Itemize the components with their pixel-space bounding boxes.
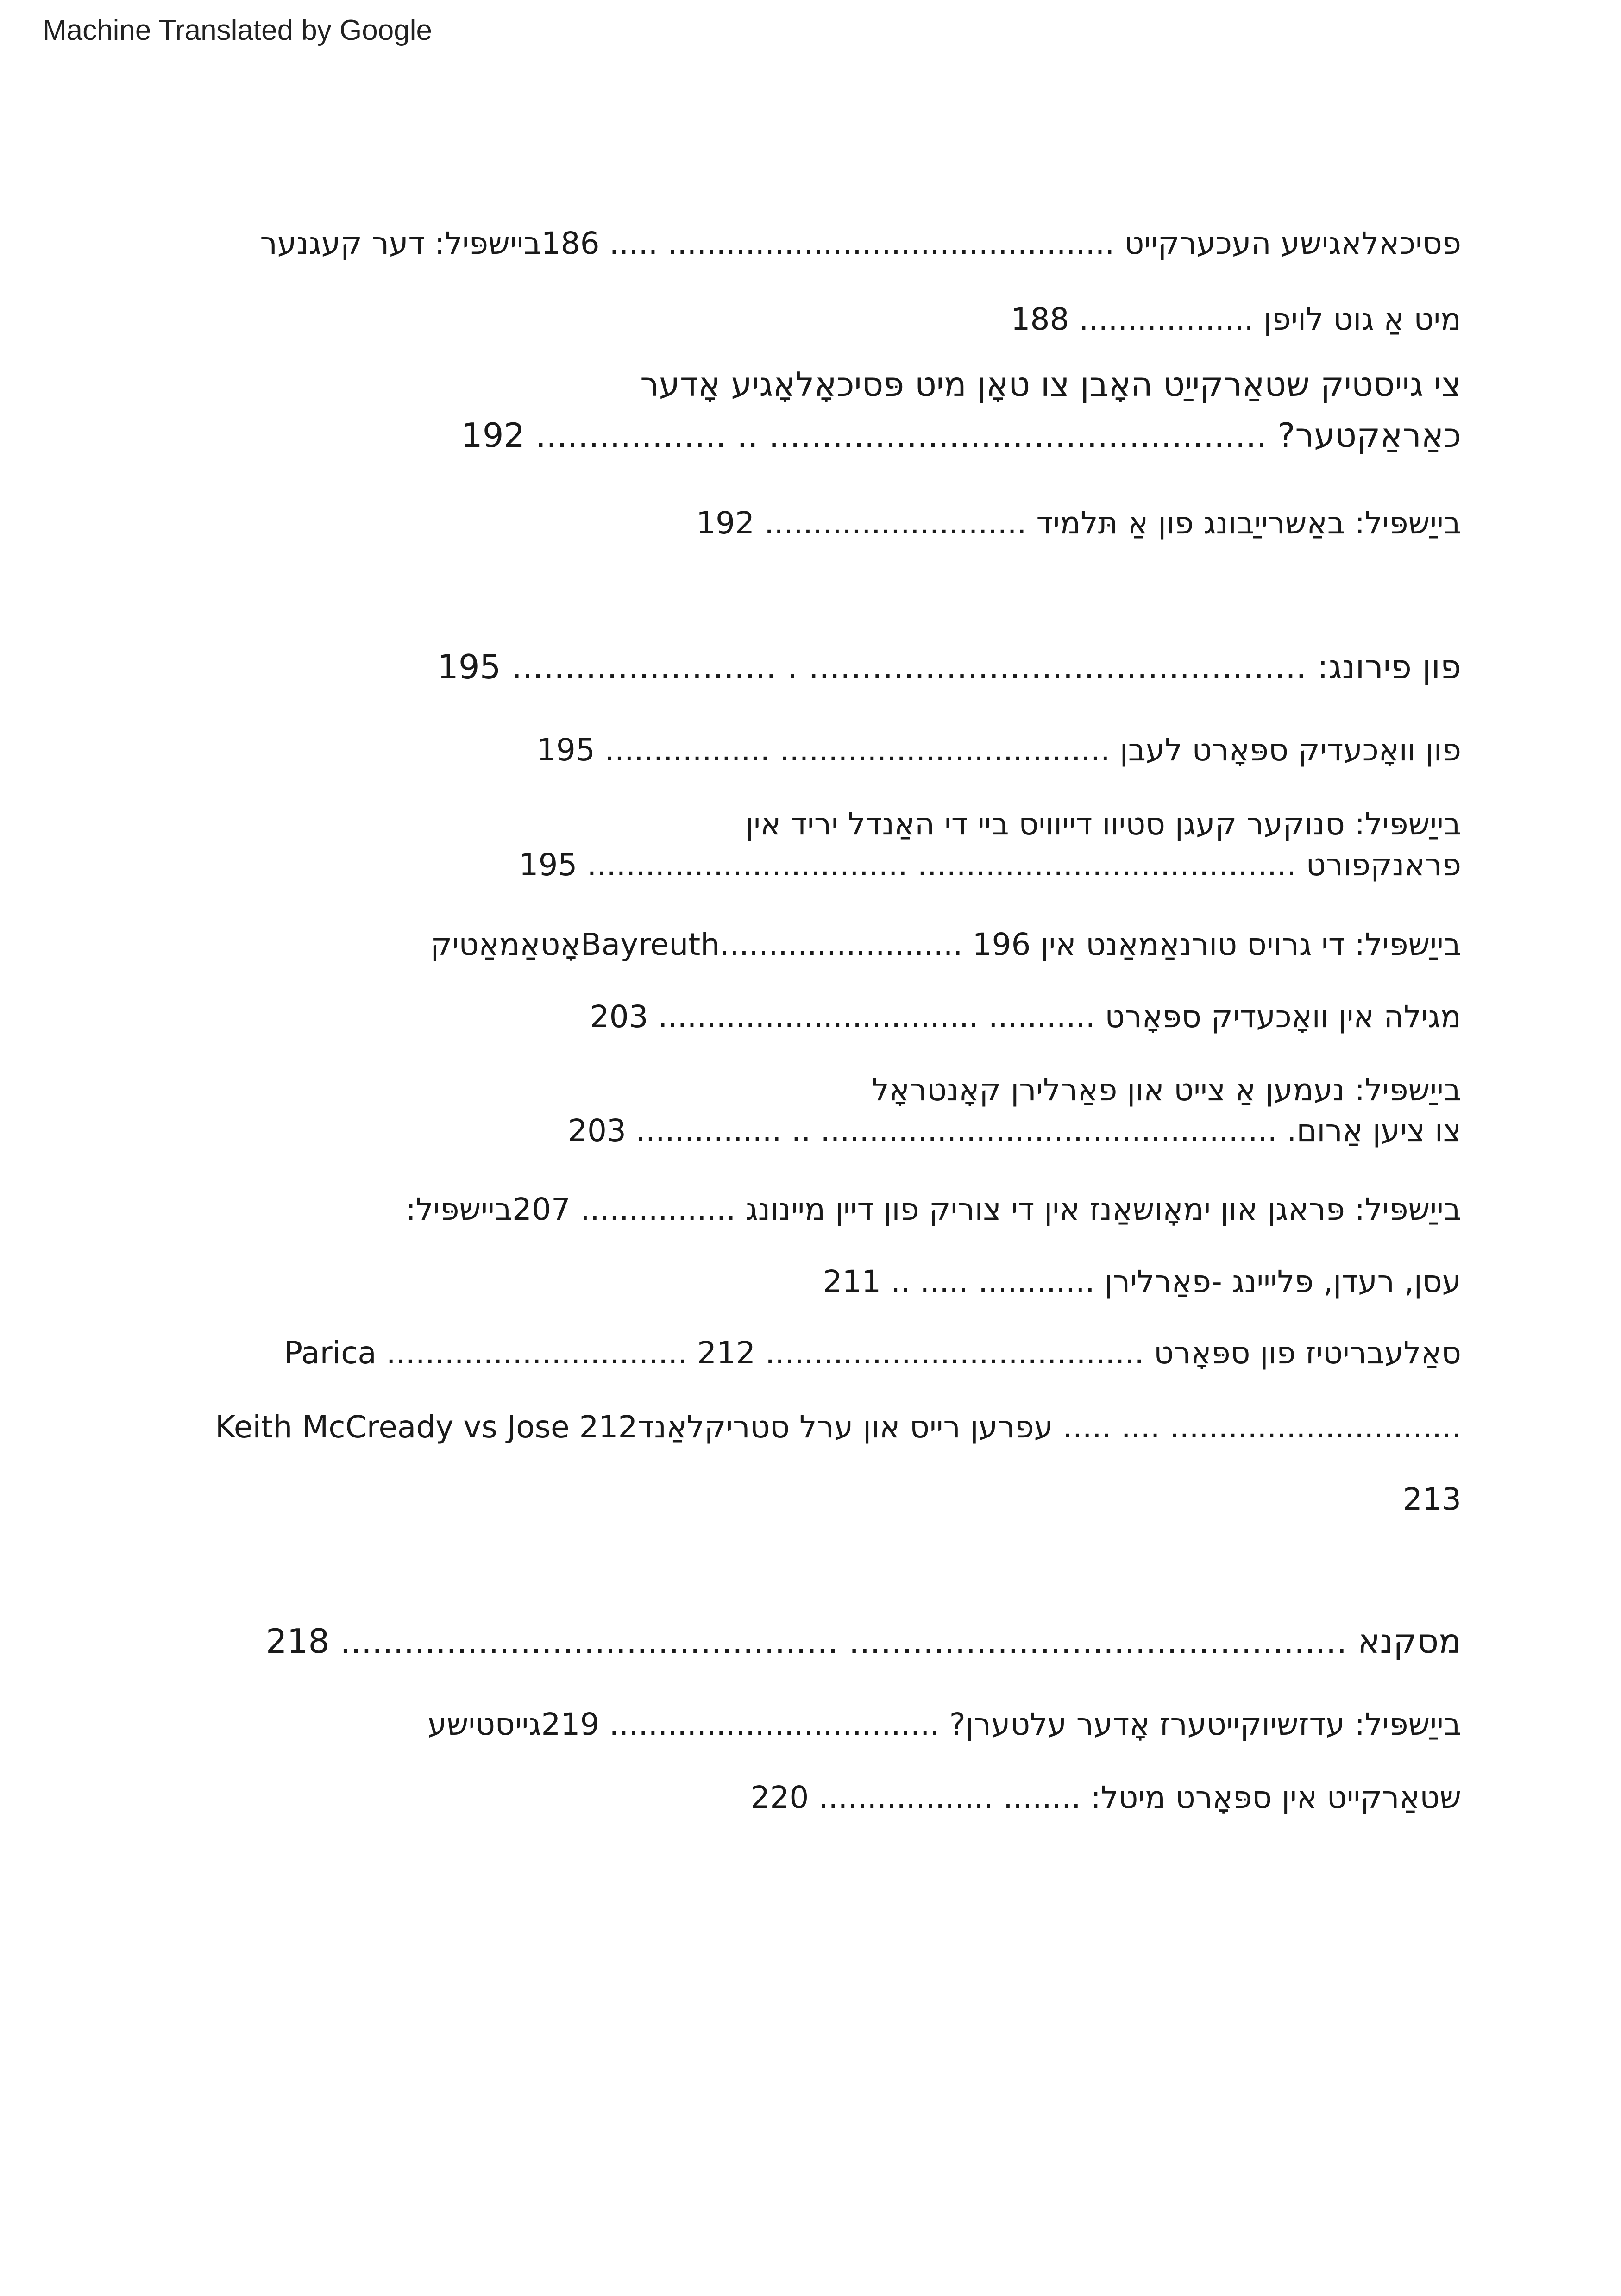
toc-entry: בייַשפּיל: עדזשיוקייטערז אָדער עלטערן? .................................. 219גייסטישע — [427, 1706, 1461, 1742]
toc-entry: פון וואָכעדיק ספּאָרט לעבן .................................. ................. 195 — [536, 732, 1461, 768]
toc-entry: בייַשפּיל: די גרויס טורנאַמאַנט אין 196 .........................Bayreuthאָטאַמאַטיק — [430, 927, 1461, 962]
toc-entry: בייַשפּיל: נעמען אַ צייט און פאַרלירן קאָנטראָל — [872, 1072, 1461, 1108]
toc-entry: שטאַרקייט אין ספּאָרט מיטל: ........ .................. 220 — [750, 1780, 1461, 1815]
toc-entry: צו ציען אַרום. ............................................... .. ............... 203 — [567, 1113, 1461, 1148]
toc-entry: כאַראַקטער? ............................................... .. .................. 192 — [461, 416, 1461, 455]
toc-entry: פון פירונג: ............................................... . ......................... 195 — [437, 647, 1461, 686]
toc-entry: עסן, רעדן, פּלייינג -פאַרלירן ............ ..... .. 211 — [823, 1264, 1461, 1299]
toc-entry: פסיכאלאגישע העכערקייט .............................................. ..... 186ביישפּיל: דער קעגנער — [260, 226, 1461, 261]
toc-entry: 213 — [1403, 1481, 1461, 1517]
toc-entry: Keith McCready vs Jose 212עפרען רייס און ערל סטריקלאַנד ..... .... .............................. — [215, 1409, 1461, 1445]
toc-entry: סאַלעבריטיז פון ספּאָרט ....................................... 212 ............................... Parica — [284, 1335, 1461, 1371]
toc-entry: מיט אַ גוט לויפן .................. 188 — [1011, 301, 1461, 337]
toc-entry: צי גייסטיק שטאַרקייַט האָבן צו טאָן מיט פּסיכאָלאָגיע אָדער — [640, 365, 1461, 404]
toc-entry: בייַשפּיל: באַשרייַבונג פון אַ תּלמיד ........................... 192 — [696, 505, 1461, 541]
toc-entry: בייַשפּיל: סנוקער קעגן סטיוו דייוויס ביי די האַנדל יריד אין — [745, 806, 1461, 842]
toc-entry: מגילה אין וואָכעדיק ספּאָרט ........... ................................. 203 — [590, 999, 1461, 1035]
toc-entry: בייַשפּיל: פּראגן און ימאָושאַנז אין די צוריק פון דיין מיינונג ................ 207ביישפּיל: — [405, 1192, 1461, 1227]
machine-translation-notice: Machine Translated by Google — [43, 14, 432, 46]
toc-entry: פראנקפורט ....................................... ................................. 195 — [519, 847, 1461, 883]
toc-entry: מסקנא ............................................... ............................................... 218 — [265, 1622, 1461, 1661]
